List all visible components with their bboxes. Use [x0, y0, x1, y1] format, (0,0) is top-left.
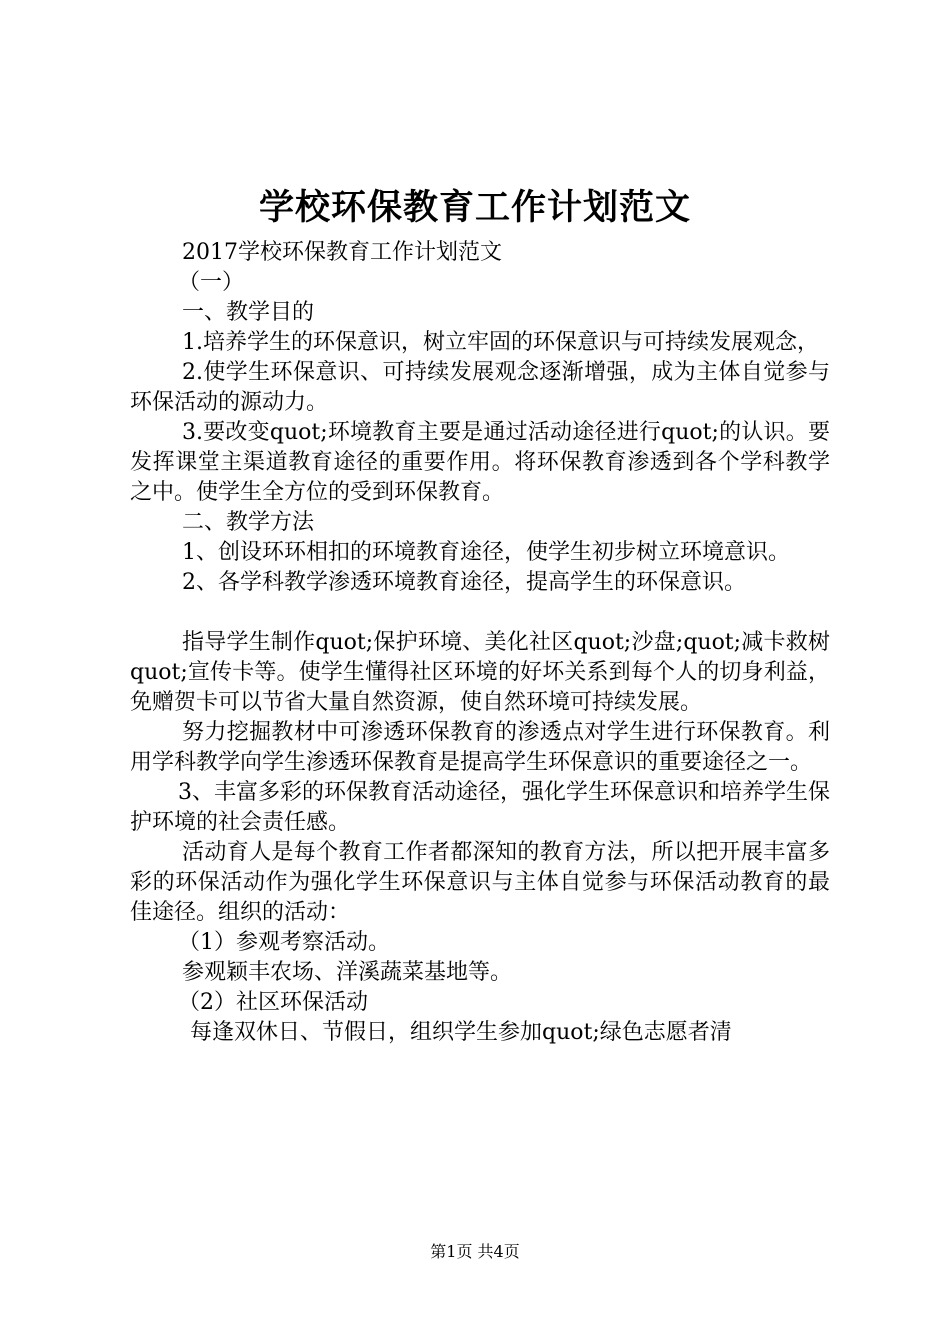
- paragraph: 1.培养学生的环保意识，树立牢固的环保意识与可持续发展观念，: [182, 330, 819, 355]
- blank-line: [130, 598, 830, 628]
- paragraph: 1、创设环环相扣的环境教育途径，使学生初步树立环境意识。: [182, 540, 790, 565]
- section-number: （一）: [178, 270, 245, 295]
- document-title: 学校环保教育工作计划范文: [258, 187, 691, 228]
- paragraph: 参观颖丰农场、洋溪蔬菜基地等。: [182, 960, 513, 985]
- section-heading: 二、教学方法: [182, 510, 315, 535]
- paragraph: 2、各学科教学渗透环境教育途径，提高学生的环保意识。: [182, 570, 746, 595]
- paragraph: 2.使学生环保意识、可持续发展观念逐渐增强，成为主体自觉参与环保活动的源动力。: [130, 360, 830, 415]
- paragraph: 指导学生制作quot;保护环境、美化社区quot;沙盘;quot;减卡救树quot;宣传卡等。使学生懂得社区环境的好坏关系到每个人的切身利益，免赠贺卡可以节省大量自然资源，使自然环境可持续发展。: [130, 630, 830, 715]
- paragraph: （1）参观考察活动。: [178, 930, 390, 955]
- document-body: [130, 238, 830, 1048]
- section-heading: 一、教学目的: [182, 300, 315, 325]
- subtitle-paragraph: 2017学校环保教育工作计划范文: [182, 240, 502, 265]
- paragraph: 3.要改变quot;环境教育主要是通过活动途径进行quot;的认识。要发挥课堂主渠道教育途径的重要作用。将环保教育渗透到各个学科教学之中。使学生全方位的受到环保教育。: [130, 420, 830, 505]
- paragraph: 每逢双休日、节假日，组织学生参加quot;绿色志愿者清: [190, 1020, 732, 1045]
- paragraph: 努力挖掘教材中可渗透环保教育的渗透点对学生进行环保教育。利用学科教学向学生渗透环保教育是提高学生环保意识的重要途径之一。: [130, 720, 830, 775]
- paragraph: （2）社区环保活动: [178, 990, 368, 1015]
- page-number-footer: 第1页 共4页: [430, 1242, 520, 1261]
- paragraph: 活动育人是每个教育工作者都深知的教育方法，所以把开展丰富多彩的环保活动作为强化学生环保意识与主体自觉参与环保活动教育的最佳途径。组织的活动：: [130, 840, 830, 925]
- paragraph: 3、丰富多彩的环保教育活动途径，强化学生环保意识和培养学生保护环境的社会责任感。: [130, 780, 830, 835]
